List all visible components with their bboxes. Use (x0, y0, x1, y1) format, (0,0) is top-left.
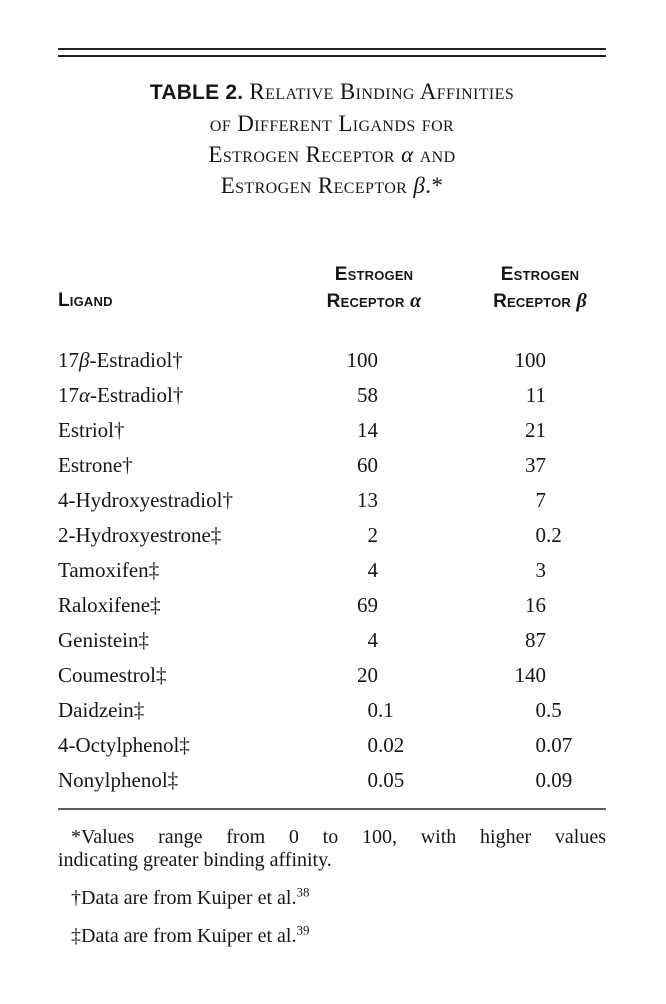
er-beta-value: 3 (535, 558, 546, 582)
er-beta-value: 0.5 (535, 698, 562, 722)
greek-letter: β (576, 290, 587, 312)
table-row (58, 693, 606, 728)
table-footnotes (58, 826, 606, 948)
table-row (58, 763, 606, 798)
table-number-label: TABLE 2. (149, 81, 244, 104)
greek-letter: α (410, 290, 422, 312)
greek-letter: α (401, 142, 414, 167)
er-beta-value: 140 (514, 663, 546, 687)
er-alpha-value: 58 (357, 383, 378, 407)
er-alpha-value: 0.05 (367, 768, 405, 792)
er-alpha-value: 13 (357, 488, 378, 512)
er-alpha-value: 100 (346, 348, 378, 372)
ligand-cell: Coumestrol‡ (58, 663, 167, 687)
er-beta-value: 100 (514, 348, 546, 372)
ligand-cell: Estrone† (58, 453, 133, 477)
table-title (58, 76, 606, 201)
table-title-line: Estrogen Receptor α and (208, 142, 456, 167)
table-row (58, 728, 606, 763)
table-body (58, 343, 606, 798)
reference-number: 38 (296, 884, 310, 900)
greek-letter: β (413, 173, 426, 198)
er-alpha-value: 0.02 (367, 733, 405, 757)
table-bottom-rule (58, 808, 606, 810)
footnote-asterisk: *Values range from 0 to 100, with higher values indicating greater binding affinity. (58, 826, 606, 871)
table-column-headers (58, 262, 606, 314)
footnote-dagger: †Data are from Kuiper et al.$^{38}$ (71, 884, 310, 909)
ligand-cell: Estriol† (58, 418, 125, 442)
er-alpha-value: 0.1 (367, 698, 394, 722)
er-alpha-value: 4 (367, 628, 378, 652)
table-row (58, 343, 606, 378)
footnote-double-dagger: ‡Data are from Kuiper et al.$^{39}$ (71, 922, 310, 947)
ligand-cell: 4-Hydroxyestradiol† (58, 488, 233, 512)
er-beta-value: 37 (525, 453, 546, 477)
table-title-line: TABLE 2. Relative Binding Affinities (149, 79, 515, 104)
er-alpha-value: 4 (367, 558, 378, 582)
ligand-cell: Daidzein‡ (58, 698, 145, 722)
table-row (58, 378, 606, 413)
er-beta-value: 87 (525, 628, 546, 652)
ligand-cell: Tamoxifen‡ (58, 558, 160, 582)
table-row (58, 623, 606, 658)
ligand-cell: 17α-Estradiol† (58, 383, 184, 407)
table-row (58, 553, 606, 588)
table-row (58, 483, 606, 518)
table-row (58, 413, 606, 448)
column-header-ligand: Ligand (58, 290, 113, 311)
table-row (58, 588, 606, 623)
table-row (58, 518, 606, 553)
table-row (58, 448, 606, 483)
er-beta-value: 11 (525, 383, 546, 407)
ligand-cell: 17β-Estradiol† (58, 348, 183, 372)
er-beta-value: 7 (535, 488, 546, 512)
er-alpha-value: 69 (357, 593, 378, 617)
er-alpha-value: 2 (367, 523, 378, 547)
column-header-er-alpha: Estrogen Receptor α (326, 264, 422, 312)
er-beta-value: 0.2 (535, 523, 562, 547)
table-title-line: of Different Ligands for (209, 111, 455, 136)
table-top-double-rule (58, 48, 606, 57)
er-beta-value: 21 (525, 418, 546, 442)
ligand-cell: 2-Hydroxyestrone‡ (58, 523, 222, 547)
table-title-line: Estrogen Receptor β.* (220, 173, 444, 198)
ligand-cell: Raloxifene‡ (58, 593, 161, 617)
er-beta-value: 0.09 (535, 768, 573, 792)
er-alpha-value: 20 (357, 663, 378, 687)
reference-number: 39 (296, 922, 310, 938)
er-beta-value: 0.07 (535, 733, 573, 757)
er-alpha-value: 60 (357, 453, 378, 477)
er-alpha-value: 14 (357, 418, 378, 442)
er-beta-value: 16 (525, 593, 546, 617)
ligand-cell: Genistein‡ (58, 628, 149, 652)
ligand-cell: 4-Octylphenol‡ (58, 733, 190, 757)
ligand-cell: Nonylphenol‡ (58, 768, 179, 792)
table-row (58, 658, 606, 693)
greek-letter: α (79, 383, 91, 407)
greek-letter: β (79, 348, 90, 372)
column-header-er-beta: Estrogen Receptor β (493, 264, 587, 312)
